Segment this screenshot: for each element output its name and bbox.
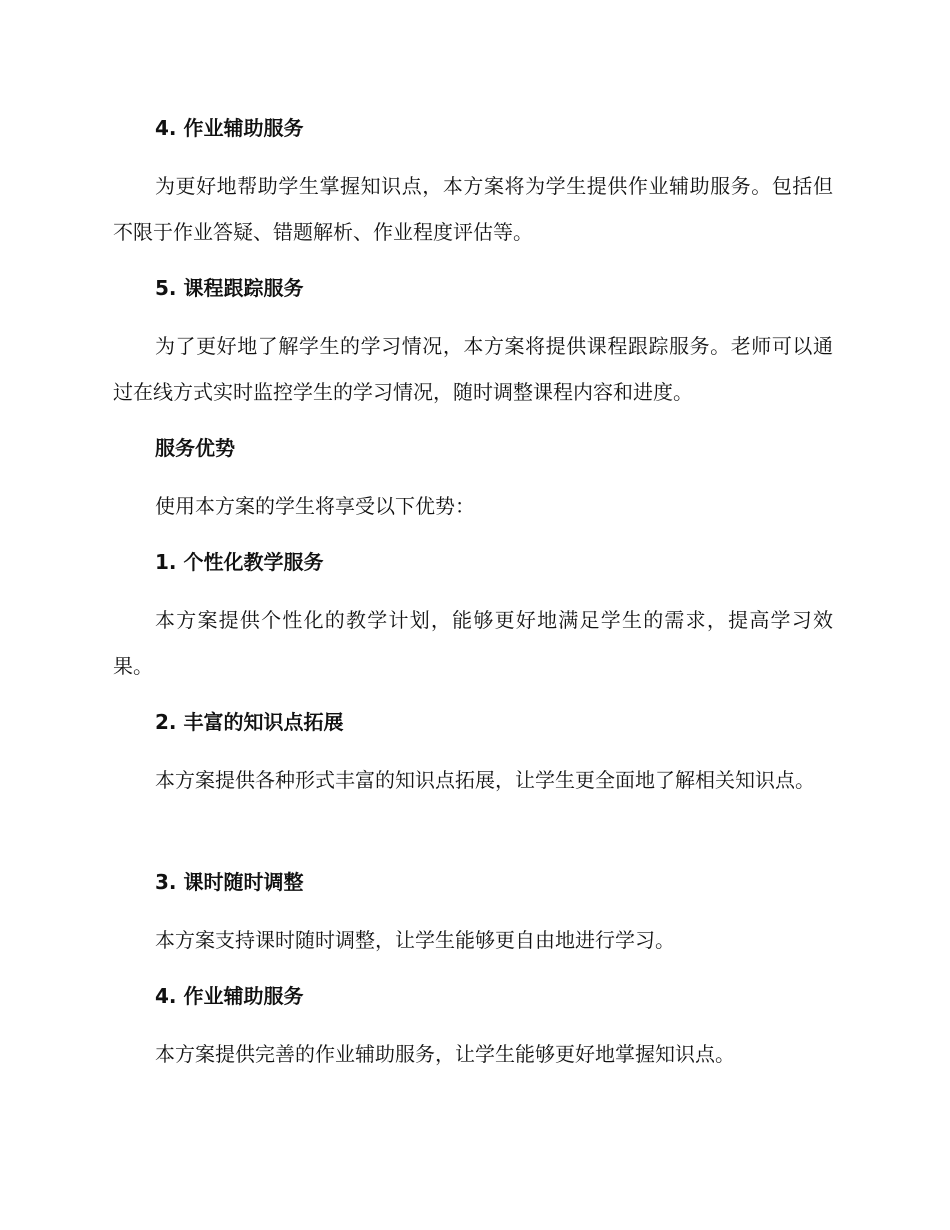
section-heading-flexible-schedule: 3. 课时随时调整 — [155, 870, 304, 894]
section-heading-homework-assist: 4. 作业辅助服务 — [155, 116, 304, 140]
section-heading-personalized-teaching: 1. 个性化教学服务 — [155, 550, 324, 574]
section-heading-course-tracking: 5. 课程跟踪服务 — [155, 276, 304, 300]
paragraph-flexible-schedule: 本方案支持课时随时调整，让学生能够更自由地进行学习。 — [155, 928, 675, 952]
paragraph-course-tracking: 为了更好地了解学生的学习情况，本方案将提供课程跟踪服务。老师可以通过在线方式实时监控学生的学习情况，随时调整课程内容和进度。 — [113, 334, 833, 404]
paragraph-knowledge-expansion: 本方案提供各种形式丰富的知识点拓展，让学生更全面地了解相关知识点。 — [155, 768, 815, 792]
paragraph-homework-assist: 为更好地帮助学生掌握知识点，本方案将为学生提供作业辅助服务。包括但不限于作业答疑、错题解析、作业程度评估等。 — [113, 174, 833, 244]
paragraph-personalized-teaching: 本方案提供个性化的教学计划，能够更好地满足学生的需求，提高学习效果。 — [113, 608, 833, 678]
section-heading-knowledge-expansion: 2. 丰富的知识点拓展 — [155, 710, 344, 734]
section-heading-homework-assist-advantage: 4. 作业辅助服务 — [155, 984, 304, 1008]
section-heading-service-advantages: 服务优势 — [155, 436, 235, 460]
paragraph-homework-assist-advantage: 本方案提供完善的作业辅助服务，让学生能够更好地掌握知识点。 — [155, 1042, 735, 1066]
paragraph-advantages-intro: 使用本方案的学生将享受以下优势： — [155, 494, 475, 518]
